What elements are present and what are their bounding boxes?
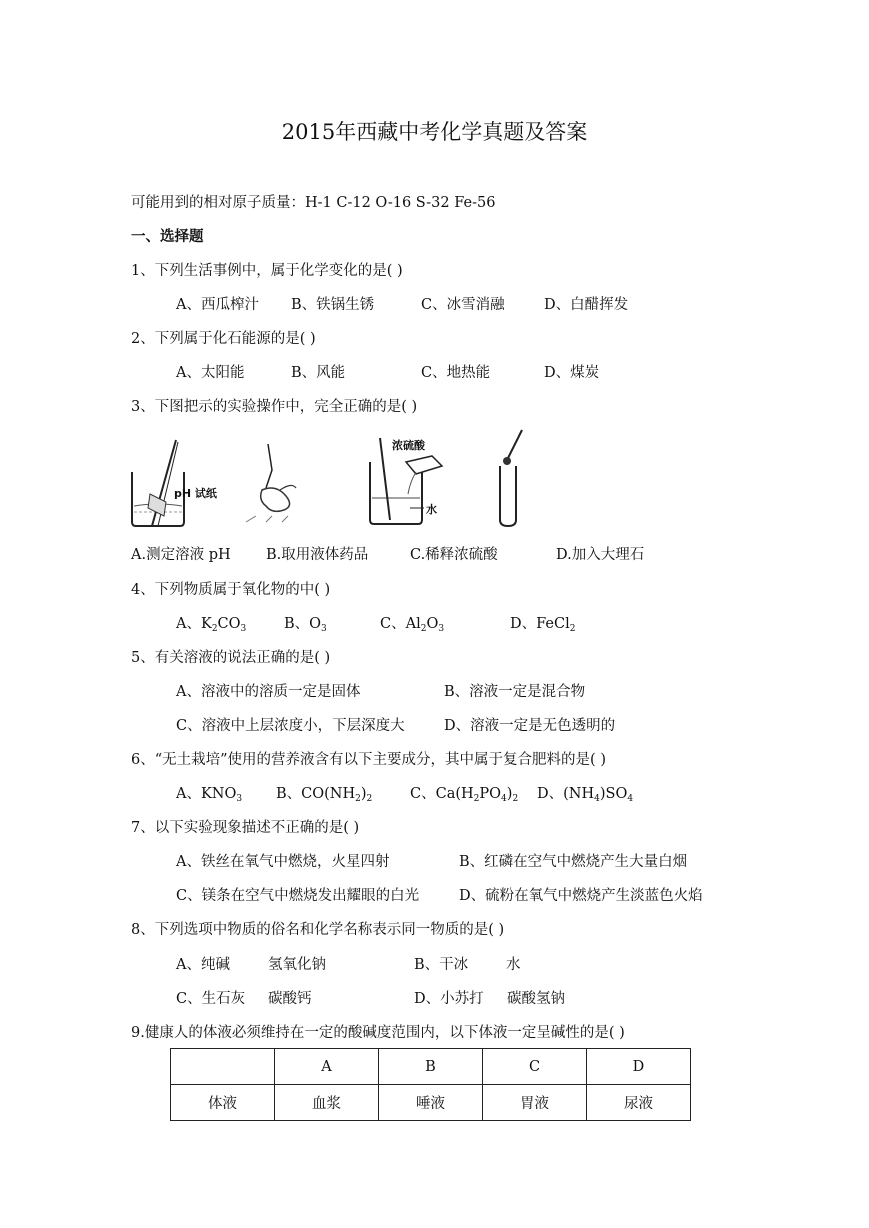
- q3-option-a: A.测定溶液 pH: [131, 547, 231, 563]
- q7-option-a: A、铁丝在氧气中燃烧，火星四射: [176, 854, 390, 870]
- question-7-stem: 7、以下实验现象描述不正确的是( ): [131, 820, 360, 836]
- figure-add-marble: [492, 428, 532, 530]
- table-cell: 尿液: [587, 1085, 691, 1121]
- q8-option-a-name: 氢氧化钠: [268, 957, 326, 973]
- figure-take-liquid: [236, 440, 306, 530]
- table-cell: 血浆: [275, 1085, 379, 1121]
- q6-option-b: B、$CO(NH_2)_2$: [276, 786, 373, 804]
- table-cell: 体液: [171, 1085, 275, 1121]
- q4-option-d: D、FeCl$_2$: [510, 616, 576, 634]
- q7-option-d: D、硫粉在氧气中燃烧产生淡蓝色火焰: [459, 888, 703, 904]
- q6-option-c: C、$Ca(H_2PO_4)_2$: [410, 786, 519, 804]
- table-cell: A: [275, 1049, 379, 1085]
- question-8-stem: 8、下列选项中物质的俗名和化学名称表示同一物质的是( ): [131, 922, 505, 938]
- question-1-stem: 1、下列生活事例中，属于化学变化的是( ): [131, 263, 403, 279]
- q2-option-d: D、煤炭: [544, 365, 600, 381]
- table-cell: D: [587, 1049, 691, 1085]
- q8-option-b-name: 水: [506, 957, 521, 973]
- q1-option-d: D、白醋挥发: [544, 297, 629, 313]
- figure-ph-test: [128, 432, 248, 532]
- table-cell: C: [483, 1049, 587, 1085]
- page-title: 2015年西藏中考化学真题及答案: [281, 120, 588, 144]
- q4-option-c: C、$Al_2O_3$: [380, 616, 445, 634]
- atomic-mass-line: 可能用到的相对原子质量：H-1 C-12 O-16 S-32 Fe-56: [131, 195, 496, 211]
- section-heading: 一、选择题: [131, 228, 204, 245]
- q6-option-d: D、$(NH_4)SO_4$: [537, 786, 634, 804]
- q5-option-b: B、溶液一定是混合物: [444, 684, 586, 700]
- q1-option-a: A、西瓜榨汁: [176, 297, 259, 313]
- question-6-stem: 6、“无土栽培”使用的营养液含有以下主要成分，其中属于复合肥料的是( ): [131, 752, 606, 768]
- figure-label-water: 水: [426, 503, 437, 516]
- q8-option-a: A、纯碱: [176, 957, 230, 973]
- table-cell: B: [379, 1049, 483, 1085]
- q8-option-c-name: 碳酸钙: [268, 991, 312, 1007]
- q1-option-c: C、冰雪消融: [421, 297, 505, 313]
- q1-option-b: B、铁锅生锈: [291, 297, 375, 313]
- q3-option-d: D.加入大理石: [556, 547, 645, 563]
- q9-table: [170, 1048, 691, 1121]
- q4-option-a: A、$K_2CO_3$: [176, 616, 247, 634]
- q8-option-c: C、生石灰: [176, 991, 246, 1007]
- figure-label-ph-paper: pH 试纸: [174, 487, 217, 500]
- table-cell: 胃液: [483, 1085, 587, 1121]
- q8-option-d: D、小苏打: [414, 991, 484, 1007]
- q2-option-c: C、地热能: [421, 365, 491, 381]
- q5-option-d: D、溶液一定是无色透明的: [444, 718, 616, 734]
- table-row: [171, 1049, 691, 1085]
- q5-option-c: C、溶液中上层浓度小，下层深度大: [176, 718, 405, 734]
- q3-option-b: B.取用液体药品: [266, 547, 369, 563]
- q6-option-a: A、$KNO_3$: [176, 786, 243, 804]
- table-row: [171, 1085, 691, 1121]
- question-9-stem: 9.健康人的体液必须维持在一定的酸碱度范围内，以下体液一定呈碱性的是( ): [131, 1025, 625, 1041]
- question-3-stem: 3、下图把示的实验操作中，完全正确的是( ): [131, 399, 418, 415]
- q7-option-b: B、红磷在空气中燃烧产生大量白烟: [459, 854, 688, 870]
- q8-option-d-name: 碳酸氢钠: [507, 991, 565, 1007]
- q5-option-a: A、溶液中的溶质一定是固体: [176, 684, 361, 700]
- q2-option-a: A、太阳能: [176, 365, 245, 381]
- q4-option-b: B、$O_3$: [284, 616, 327, 634]
- question-4-stem: 4、下列物质属于氧化物的中( ): [131, 582, 331, 598]
- q3-option-c: C.稀释浓硫酸: [410, 547, 498, 563]
- figure-label-conc-acid: 浓硫酸: [392, 439, 425, 452]
- question-2-stem: 2、下列属于化石能源的是( ): [131, 331, 316, 347]
- q2-option-b: B、风能: [291, 365, 346, 381]
- table-cell: [171, 1049, 275, 1085]
- q7-option-c: C、镁条在空气中燃烧发出耀眼的白光: [176, 888, 420, 904]
- question-5-stem: 5、有关溶液的说法正确的是( ): [131, 650, 331, 666]
- table-cell: 唾液: [379, 1085, 483, 1121]
- q8-option-b: B、干冰: [414, 957, 469, 973]
